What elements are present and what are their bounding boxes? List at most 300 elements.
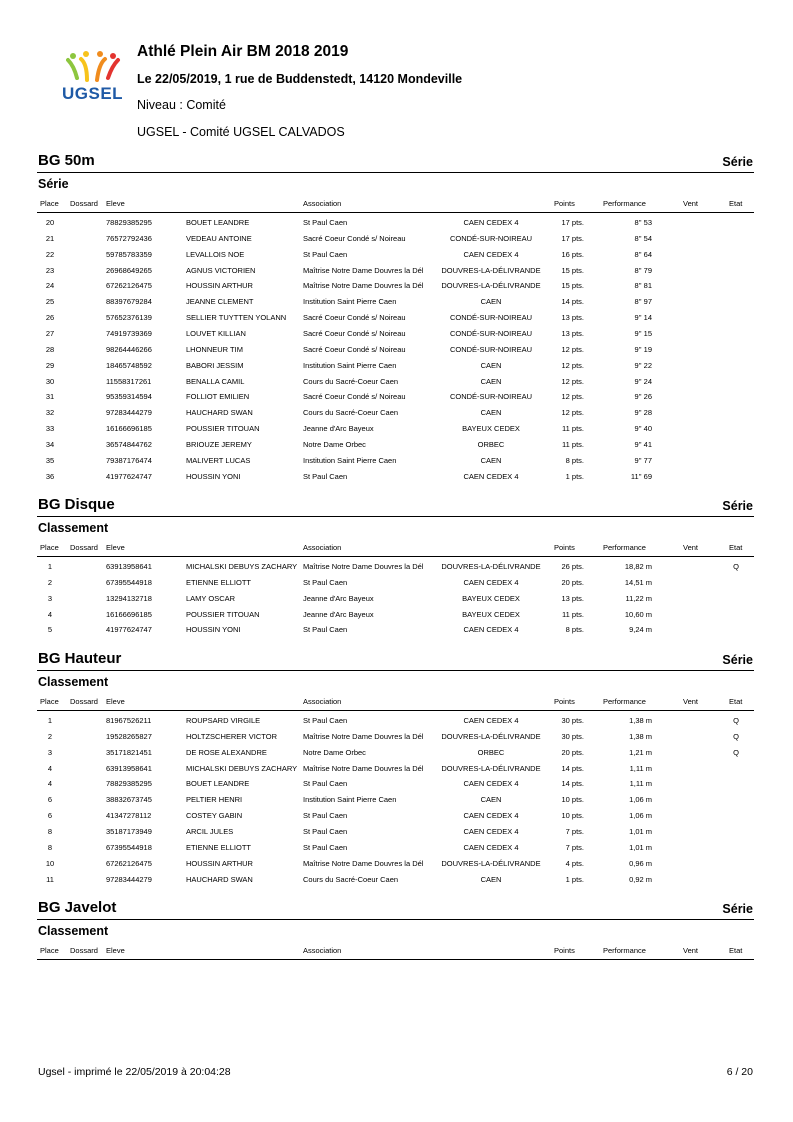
cell-points: 26 pts.	[561, 562, 584, 571]
cell-place: 2	[47, 731, 53, 741]
cell-association: Sacré Coeur Condé s/ Noireau	[303, 344, 406, 354]
cell-city: DOUVRES-LA-DÉLIVRANDE	[441, 562, 541, 571]
cell-association: Jeanne d'Arc Bayeux	[303, 424, 374, 434]
cell-association: Institution Saint Pierre Caen	[303, 360, 397, 370]
cell-place: 26	[45, 313, 55, 323]
cell-name: SELLIER TUYTTEN YOLANN	[186, 313, 287, 323]
column-header-vent: Vent	[683, 543, 699, 552]
cell-association: Maîtrise Notre Dame Douvres la Dél	[303, 763, 424, 773]
cell-performance: 1,01 m	[629, 826, 652, 836]
cell-points: 30 pts.	[561, 731, 584, 741]
cell-city: DOUVRES-LA-DÉLIVRANDE	[441, 858, 541, 868]
cell-city: CAEN CEDEX 4	[463, 625, 519, 635]
cell-place: 1	[47, 562, 53, 571]
cell-eleve-id: 79387176474	[106, 455, 152, 465]
cell-eleve-id: 19528265827	[106, 731, 152, 741]
cell-association: Jeanne d'Arc Bayeux	[303, 593, 374, 603]
cell-city: CAEN CEDEX 4	[463, 218, 519, 227]
cell-performance: 1,38 m	[629, 716, 652, 725]
column-header-performance: Performance	[603, 697, 646, 706]
cell-performance: 8'' 81	[634, 281, 652, 291]
cell-etat: Q	[733, 747, 739, 757]
table-row	[0, 326, 793, 342]
cell-city: CAEN	[480, 297, 502, 307]
cell-name: LAMY OSCAR	[186, 593, 236, 603]
cell-association: Sacré Coeur Condé s/ Noireau	[303, 328, 406, 338]
cell-points: 17 pts.	[561, 218, 584, 227]
cell-performance: 1,11 m	[629, 779, 652, 789]
cell-name: HOUSSIN YONI	[186, 471, 241, 481]
cell-eleve-id: 16166696185	[106, 609, 152, 619]
cell-eleve-id: 35171821451	[106, 747, 152, 757]
column-header-eleve: Eleve	[106, 697, 125, 706]
table-row	[0, 374, 793, 390]
cell-performance: 8'' 54	[634, 233, 652, 243]
cell-association: Maîtrise Notre Dame Douvres la Dél	[303, 265, 424, 275]
page-subtitle: Le 22/05/2019, 1 rue de Buddenstedt, 14120 Mondeville	[137, 72, 463, 86]
cell-eleve-id: 88397679284	[106, 297, 152, 307]
cell-association: Maîtrise Notre Dame Douvres la Dél	[303, 858, 424, 868]
cell-name: BABORI JESSIM	[186, 360, 244, 370]
cell-name: HOUSSIN ARTHUR	[186, 858, 253, 868]
cell-performance: 9'' 28	[634, 408, 652, 418]
cell-place: 33	[45, 424, 55, 434]
cell-place: 34	[45, 439, 55, 449]
cell-place: 22	[45, 249, 55, 259]
column-header-etat: Etat	[729, 697, 743, 706]
table-row	[0, 575, 793, 591]
cell-place: 21	[45, 233, 55, 243]
cell-performance: 18,82 m	[624, 562, 652, 571]
event-divider	[37, 670, 754, 671]
event-serie-label: Série	[722, 155, 753, 169]
cell-association: Notre Dame Orbec	[303, 747, 366, 757]
cell-etat: Q	[733, 731, 739, 741]
table-row	[0, 278, 793, 294]
cell-eleve-id: 63913958641	[106, 763, 152, 773]
cell-performance: 1,38 m	[629, 731, 652, 741]
cell-eleve-id: 13294132718	[106, 593, 152, 603]
event-subtitle: Classement	[38, 675, 109, 689]
cell-eleve-id: 26968649265	[106, 265, 152, 275]
cell-points: 7 pts.	[565, 842, 584, 852]
cell-eleve-id: 57652376139	[106, 313, 152, 323]
column-header-points: Points	[554, 543, 575, 552]
cell-points: 7 pts.	[565, 826, 584, 836]
table-row	[0, 405, 793, 421]
cell-performance: 9'' 15	[634, 328, 652, 338]
cell-name: DE ROSE ALEXANDRE	[186, 747, 267, 757]
cell-city: CAEN CEDEX 4	[463, 471, 519, 481]
cell-place: 3	[47, 593, 53, 603]
cell-city: CAEN CEDEX 4	[463, 811, 519, 821]
cell-performance: 8'' 53	[634, 218, 652, 227]
cell-points: 8 pts.	[565, 625, 584, 635]
column-header	[0, 540, 793, 556]
cell-eleve-id: 67262126475	[106, 281, 152, 291]
cell-place: 4	[47, 609, 53, 619]
cell-points: 14 pts.	[561, 779, 584, 789]
cell-association: St Paul Caen	[303, 625, 348, 635]
cell-points: 20 pts.	[561, 747, 584, 757]
cell-points: 14 pts.	[561, 297, 584, 307]
cell-city: CONDÉ-SUR-NOIREAU	[449, 344, 533, 354]
cell-association: Institution Saint Pierre Caen	[303, 297, 397, 307]
cell-place: 35	[45, 455, 55, 465]
cell-name: POUSSIER TITOUAN	[186, 424, 260, 434]
footer-printed: Ugsel - imprimé le 22/05/2019 à 20:04:28	[38, 1066, 231, 1078]
cell-performance: 1,01 m	[629, 842, 652, 852]
cell-name: ETIENNE ELLIOTT	[186, 577, 252, 587]
cell-eleve-id: 41977624747	[106, 625, 152, 635]
column-header-etat: Etat	[729, 199, 743, 208]
event-subtitle: Classement	[38, 521, 109, 535]
cell-eleve-id: 67395544918	[106, 842, 152, 852]
cell-performance: 0,92 m	[629, 874, 652, 884]
cell-points: 13 pts.	[561, 593, 584, 603]
event-title: BG Disque	[38, 496, 115, 513]
cell-name: HOLTZSCHERER VICTOR	[186, 731, 277, 741]
cell-place: 6	[47, 795, 53, 805]
cell-association: Maîtrise Notre Dame Douvres la Dél	[303, 562, 424, 571]
column-header-association: Association	[303, 199, 342, 208]
cell-city: CAEN	[480, 408, 502, 418]
cell-place: 28	[45, 344, 55, 354]
cell-eleve-id: 36574844762	[106, 439, 152, 449]
cell-name: PELTIER HENRI	[186, 795, 243, 805]
cell-name: HOUSSIN YONI	[186, 625, 241, 635]
cell-city: CAEN CEDEX 4	[463, 826, 519, 836]
cell-performance: 9'' 41	[634, 439, 652, 449]
cell-performance: 9'' 14	[634, 313, 652, 323]
cell-points: 12 pts.	[561, 360, 584, 370]
cell-city: CAEN	[480, 455, 502, 465]
table-row	[0, 342, 793, 358]
cell-city: DOUVRES-LA-DÉLIVRANDE	[441, 763, 541, 773]
cell-performance: 8'' 79	[634, 265, 652, 275]
table-row	[0, 469, 793, 485]
cell-association: Sacré Coeur Condé s/ Noireau	[303, 313, 406, 323]
cell-place: 36	[45, 471, 55, 481]
cell-city: CAEN CEDEX 4	[463, 249, 519, 259]
cell-city: DOUVRES-LA-DÉLIVRANDE	[441, 281, 541, 291]
cell-city: CAEN CEDEX 4	[463, 842, 519, 852]
table-row	[0, 437, 793, 453]
event-serie-label: Série	[722, 653, 753, 667]
cell-name: COSTEY GABIN	[186, 811, 243, 821]
cell-place: 25	[45, 297, 55, 307]
cell-city: ORBEC	[477, 747, 505, 757]
cell-place: 3	[47, 747, 53, 757]
ugsel-figures-icon	[66, 50, 122, 84]
cell-place: 27	[45, 328, 55, 338]
cell-association: Cours du Sacré-Coeur Caen	[303, 376, 399, 386]
cell-association: Cours du Sacré-Coeur Caen	[303, 874, 399, 884]
table-row	[0, 215, 793, 231]
cell-city: ORBEC	[477, 439, 505, 449]
cell-association: Institution Saint Pierre Caen	[303, 795, 397, 805]
table-row	[0, 840, 793, 856]
cell-name: ETIENNE ELLIOTT	[186, 842, 252, 852]
cell-points: 12 pts.	[561, 376, 584, 386]
cell-place: 4	[47, 779, 53, 789]
column-header-association: Association	[303, 946, 342, 955]
cell-performance: 8'' 64	[634, 249, 652, 259]
event-serie-label: Série	[722, 499, 753, 513]
cell-performance: 9,24 m	[629, 625, 652, 635]
level-label: Niveau : Comité	[137, 98, 226, 112]
cell-name: AGNUS VICTORIEN	[186, 265, 256, 275]
column-header-eleve: Eleve	[106, 543, 125, 552]
column-header-divider	[37, 710, 754, 711]
event-subtitle: Série	[38, 177, 69, 191]
column-header-place: Place	[40, 697, 59, 706]
table-row	[0, 729, 793, 745]
cell-city: CAEN	[480, 360, 502, 370]
cell-points: 12 pts.	[561, 344, 584, 354]
column-header-vent: Vent	[683, 946, 699, 955]
column-header-divider	[37, 212, 754, 213]
cell-eleve-id: 97283444279	[106, 874, 152, 884]
cell-name: HAUCHARD SWAN	[186, 408, 253, 418]
cell-association: Maîtrise Notre Dame Douvres la Dél	[303, 731, 424, 741]
cell-name: ARCIL JULES	[186, 826, 234, 836]
cell-points: 17 pts.	[561, 233, 584, 243]
cell-eleve-id: 18465748592	[106, 360, 152, 370]
event-title: BG 50m	[38, 152, 95, 169]
table-row	[0, 745, 793, 761]
cell-place: 24	[45, 281, 55, 291]
cell-city: CONDÉ-SUR-NOIREAU	[449, 313, 533, 323]
column-header-performance: Performance	[603, 946, 646, 955]
cell-eleve-id: 16166696185	[106, 424, 152, 434]
table-row	[0, 872, 793, 888]
cell-city: CONDÉ-SUR-NOIREAU	[449, 328, 533, 338]
cell-city: CONDÉ-SUR-NOIREAU	[449, 233, 533, 243]
cell-eleve-id: 74919739369	[106, 328, 152, 338]
cell-performance: 9'' 77	[634, 455, 652, 465]
cell-name: LHONNEUR TIM	[186, 344, 243, 354]
cell-points: 20 pts.	[561, 577, 584, 587]
column-header-etat: Etat	[729, 543, 743, 552]
table-row	[0, 559, 793, 575]
cell-performance: 11,22 m	[625, 593, 652, 603]
cell-place: 11	[46, 874, 54, 884]
cell-performance: 0,96 m	[629, 858, 652, 868]
column-header-association: Association	[303, 697, 342, 706]
cell-place: 6	[47, 811, 53, 821]
cell-association: St Paul Caen	[303, 249, 348, 259]
table-row	[0, 591, 793, 607]
cell-name: ROUPSARD VIRGILE	[186, 716, 261, 725]
cell-association: St Paul Caen	[303, 811, 348, 821]
cell-performance: 1,21 m	[629, 747, 652, 757]
table-row	[0, 761, 793, 777]
cell-points: 8 pts.	[565, 455, 584, 465]
cell-points: 1 pts.	[565, 471, 584, 481]
column-header-points: Points	[554, 199, 575, 208]
cell-eleve-id: 41977624747	[106, 471, 152, 481]
cell-association: St Paul Caen	[303, 577, 348, 587]
cell-name: HOUSSIN ARTHUR	[186, 281, 253, 291]
cell-performance: 9'' 22	[634, 360, 652, 370]
cell-performance: 9'' 26	[634, 392, 652, 402]
column-header-place: Place	[40, 543, 59, 552]
cell-name: MALIVERT LUCAS	[186, 455, 251, 465]
table-row	[0, 263, 793, 279]
cell-performance: 9'' 40	[634, 424, 652, 434]
cell-city: CAEN CEDEX 4	[463, 716, 519, 725]
cell-place: 31	[45, 392, 55, 402]
cell-etat: Q	[733, 562, 739, 571]
cell-name: MICHALSKI DEBUYS ZACHARY	[186, 562, 298, 571]
cell-points: 4 pts.	[565, 858, 584, 868]
cell-place: 30	[45, 376, 55, 386]
event-title: BG Hauteur	[38, 650, 122, 667]
cell-association: St Paul Caen	[303, 779, 348, 789]
cell-points: 11 pts.	[562, 609, 584, 619]
event-title: BG Javelot	[38, 899, 117, 916]
cell-eleve-id: 78829385295	[106, 779, 152, 789]
cell-association: St Paul Caen	[303, 471, 348, 481]
column-header-dossard: Dossard	[70, 697, 98, 706]
cell-name: FOLLIOT EMILIEN	[186, 392, 250, 402]
cell-name: LEVALLOIS NOE	[186, 249, 245, 259]
cell-performance: 11'' 69	[630, 471, 652, 481]
cell-points: 13 pts.	[561, 328, 584, 338]
cell-points: 14 pts.	[561, 763, 584, 773]
table-row	[0, 389, 793, 405]
cell-eleve-id: 67395544918	[106, 577, 152, 587]
column-header-performance: Performance	[603, 543, 646, 552]
cell-points: 30 pts.	[561, 716, 584, 725]
table-row	[0, 247, 793, 263]
cell-association: Jeanne d'Arc Bayeux	[303, 609, 374, 619]
event-subtitle: Classement	[38, 924, 109, 938]
column-header-divider	[37, 959, 754, 960]
cell-performance: 1,06 m	[629, 811, 652, 821]
cell-eleve-id: 59785783359	[106, 249, 152, 259]
cell-eleve-id: 11558317261	[106, 376, 152, 386]
cell-name: BENALLA CAMIL	[186, 376, 245, 386]
table-row	[0, 808, 793, 824]
cell-eleve-id: 41347278112	[106, 811, 152, 821]
cell-eleve-id: 81967526211	[106, 716, 152, 725]
cell-eleve-id: 76572792436	[106, 233, 152, 243]
cell-performance: 10,60 m	[624, 609, 652, 619]
cell-performance: 9'' 24	[634, 376, 652, 386]
table-row	[0, 713, 793, 729]
cell-place: 2	[47, 577, 53, 587]
cell-name: MICHALSKI DEBUYS ZACHARY	[186, 763, 298, 773]
table-row	[0, 231, 793, 247]
cell-points: 12 pts.	[561, 408, 584, 418]
cell-points: 15 pts.	[561, 281, 584, 291]
cell-association: St Paul Caen	[303, 218, 348, 227]
cell-city: DOUVRES-LA-DÉLIVRANDE	[441, 265, 541, 275]
table-row	[0, 294, 793, 310]
page-title: Athlé Plein Air BM 2018 2019	[137, 43, 349, 60]
cell-performance: 9'' 19	[634, 344, 652, 354]
cell-points: 12 pts.	[561, 392, 584, 402]
table-row	[0, 358, 793, 374]
column-header-eleve: Eleve	[106, 199, 125, 208]
cell-place: 8	[47, 826, 53, 836]
column-header	[0, 943, 793, 959]
logo-text: UGSEL	[62, 84, 124, 103]
cell-place: 20	[45, 218, 55, 227]
cell-place: 23	[45, 265, 55, 275]
cell-place: 8	[47, 842, 53, 852]
cell-eleve-id: 63913958641	[106, 562, 152, 571]
cell-points: 11 pts.	[562, 439, 584, 449]
cell-association: Sacré Coeur Condé s/ Noireau	[303, 233, 406, 243]
cell-performance: 1,06 m	[629, 795, 652, 805]
table-row	[0, 856, 793, 872]
column-header-place: Place	[40, 199, 59, 208]
cell-name: HAUCHARD SWAN	[186, 874, 253, 884]
column-header-divider	[37, 556, 754, 557]
table-row	[0, 453, 793, 469]
column-header-dossard: Dossard	[70, 199, 98, 208]
cell-points: 10 pts.	[561, 795, 584, 805]
column-header-points: Points	[554, 946, 575, 955]
cell-points: 1 pts.	[565, 874, 584, 884]
table-row	[0, 776, 793, 792]
event-serie-label: Série	[722, 902, 753, 916]
column-header-vent: Vent	[683, 697, 699, 706]
cell-eleve-id: 95359314594	[106, 392, 152, 402]
cell-association: Institution Saint Pierre Caen	[303, 455, 397, 465]
cell-eleve-id: 98264446266	[106, 344, 152, 354]
cell-place: 4	[47, 763, 53, 773]
cell-name: POUSSIER TITOUAN	[186, 609, 260, 619]
cell-performance: 1,11 m	[629, 763, 652, 773]
column-header-performance: Performance	[603, 199, 646, 208]
cell-place: 1	[47, 716, 53, 725]
column-header-eleve: Eleve	[106, 946, 125, 955]
event-divider	[37, 172, 754, 173]
cell-city: DOUVRES-LA-DÉLIVRANDE	[441, 731, 541, 741]
cell-name: VEDEAU ANTOINE	[186, 233, 252, 243]
cell-association: Maîtrise Notre Dame Douvres la Dél	[303, 281, 424, 291]
event-divider	[37, 919, 754, 920]
cell-name: JEANNE CLEMENT	[186, 297, 254, 307]
column-header-dossard: Dossard	[70, 543, 98, 552]
cell-city: CAEN	[480, 874, 502, 884]
cell-city: CAEN CEDEX 4	[463, 779, 519, 789]
column-header-association: Association	[303, 543, 342, 552]
cell-city: CONDÉ-SUR-NOIREAU	[449, 392, 533, 402]
table-row	[0, 310, 793, 326]
column-header-dossard: Dossard	[70, 946, 98, 955]
cell-eleve-id: 38832673745	[106, 795, 152, 805]
comite-label: UGSEL - Comité UGSEL CALVADOS	[137, 125, 345, 139]
table-row	[0, 421, 793, 437]
cell-name: BRIOUZE JEREMY	[186, 439, 252, 449]
cell-eleve-id: 97283444279	[106, 408, 152, 418]
cell-city: BAYEUX CEDEX	[462, 593, 520, 603]
column-header-etat: Etat	[729, 946, 743, 955]
cell-place: 32	[45, 408, 55, 418]
cell-points: 15 pts.	[561, 265, 584, 275]
cell-city: CAEN	[480, 795, 502, 805]
cell-name: LOUVET KILLIAN	[186, 328, 246, 338]
ugsel-logo	[60, 50, 128, 110]
event-divider	[37, 516, 754, 517]
cell-points: 10 pts.	[561, 811, 584, 821]
cell-eleve-id: 78829385295	[106, 218, 152, 227]
